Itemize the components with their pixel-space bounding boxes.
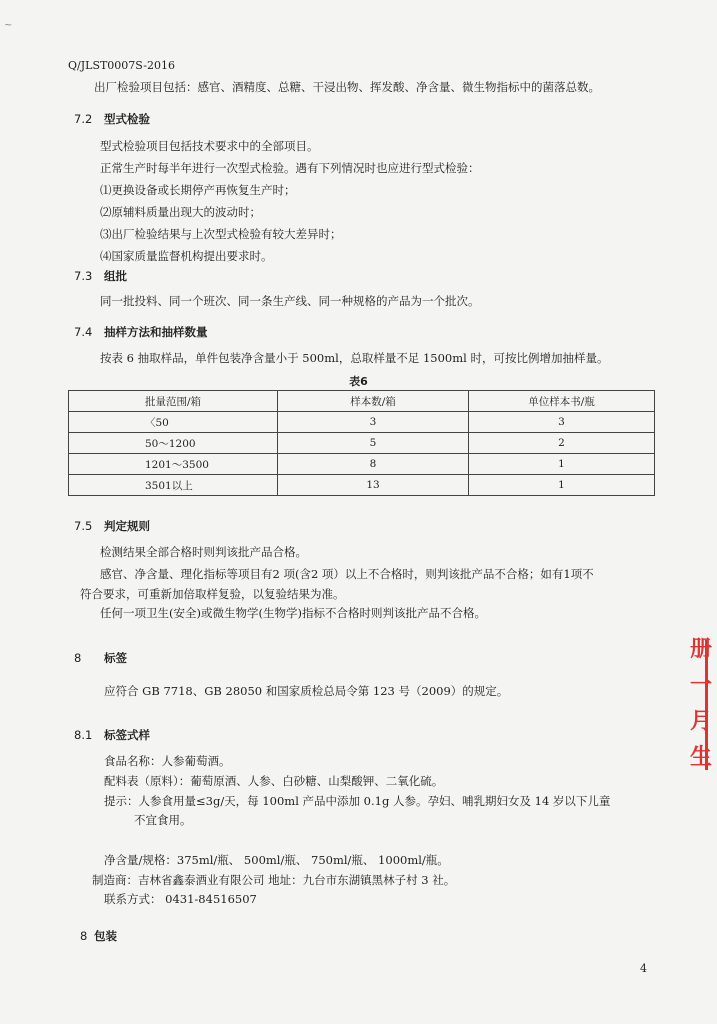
paragraph-line: 型式检验项目包括技术要求中的全部项目。 xyxy=(100,139,319,153)
section-heading-8: 8 标签 xyxy=(74,651,127,665)
label-warning-cont: 不宜食用。 xyxy=(134,813,192,827)
table-row xyxy=(69,475,655,496)
table-cell: 5 xyxy=(278,433,469,454)
table-cell: 2 xyxy=(469,433,655,454)
paragraph-line: 出厂检验项目包括：感官、酒精度、总糖、干浸出物、挥发酸、净含量、微生物指标中的菌落总数。 xyxy=(94,80,600,94)
label-contact: 联系方式： 0431-84516507 xyxy=(104,892,257,906)
table-cell: 50～1200 xyxy=(69,433,278,454)
page-number: 4 xyxy=(640,962,647,975)
sampling-table xyxy=(68,390,655,496)
table-cell: 8 xyxy=(278,454,469,475)
paragraph-line: 检测结果全部合格时则判该批产品合格。 xyxy=(100,545,307,559)
list-item: ⑴更换设备或长期停产再恢复生产时； xyxy=(100,183,296,197)
table-cell: 13 xyxy=(278,475,469,496)
label-ingredients: 配料表（原料）：葡萄原酒、人参、白砂糖、山梨酸钾、二氧化硫。 xyxy=(104,774,444,788)
section-heading-7-3: 7.3 组批 xyxy=(74,269,127,283)
table-row xyxy=(69,412,655,433)
paragraph-line: 应符合 GB 7718、GB 28050 和国家质检总局令第 123 号（2009）的规定。 xyxy=(104,684,509,698)
table-row xyxy=(69,454,655,475)
section-heading-7-4: 7.4 抽样方法和抽样数量 xyxy=(74,325,208,339)
list-item: ⑶出厂检验结果与上次型式检验有较大差异时； xyxy=(100,227,342,241)
section-heading-8-packaging: 8 包装 xyxy=(80,929,117,943)
table-row xyxy=(69,433,655,454)
table-cell: 1 xyxy=(469,454,655,475)
paragraph-line: 正常生产时每半年进行一次型式检验。遇有下列情况时也应进行型式检验： xyxy=(100,161,480,175)
table-caption: 表6 xyxy=(349,375,368,388)
stamp-char: 册 xyxy=(690,637,713,662)
stamp-char: 一 xyxy=(690,673,713,698)
seal-stamp xyxy=(690,632,714,782)
column-header: 批量范围/箱 xyxy=(69,391,278,412)
label-product-name: 食品名称：人参葡萄酒。 xyxy=(104,754,231,768)
table-cell: 3 xyxy=(278,412,469,433)
column-header: 样本数/箱 xyxy=(278,391,469,412)
section-heading-7-5: 7.5 判定规则 xyxy=(74,519,150,533)
section-heading-7-2: 7.2 型式检验 xyxy=(74,112,150,126)
table-cell: 1201～3500 xyxy=(69,454,278,475)
stamp-char: 月 xyxy=(690,709,713,734)
label-warning: 提示：人参食用量≤3g/天，每 100ml 产品中添加 0.1g 人参。孕妇、哺乳期妇女及 14 岁以下儿童 xyxy=(104,794,611,808)
paragraph-line: 按表 6 抽取样品，单件包装净含量小于 500ml，总取样量不足 1500ml 时，可按比例增加抽样量。 xyxy=(100,351,609,365)
list-item: ⑵原辅料质量出现大的波动时； xyxy=(100,205,261,219)
label-manufacturer: 制造商：吉林省鑫泰酒业有限公司 地址：九台市东湖镇黑林子村 3 社。 xyxy=(92,873,456,887)
section-heading-8-1: 8.1 标签式样 xyxy=(74,728,150,742)
corner-mark: ~ xyxy=(4,20,13,31)
paragraph-line: 任何一项卫生(安全)或微生物学(生物学)指标不合格时则判该批产品不合格。 xyxy=(100,606,486,620)
table-cell: 3501以上 xyxy=(69,475,278,496)
paragraph-line: 感官、净含量、理化指标等项目有2 项(含2 项）以上不合格时，则判该批产品不合格；如有1项不 xyxy=(100,567,594,581)
table-cell: 1 xyxy=(469,475,655,496)
table-cell: 3 xyxy=(469,412,655,433)
paragraph-line: 同一批投料、同一个班次、同一条生产线、同一种规格的产品为一个批次。 xyxy=(100,294,480,308)
table-cell: 〈50 xyxy=(69,412,278,433)
stamp-char: 生 xyxy=(690,745,713,770)
standard-code: Q/JLST0007S-2016 xyxy=(68,59,175,72)
table-header-row xyxy=(69,391,655,412)
label-net-content: 净含量/规格：375ml/瓶、 500ml/瓶、 750ml/瓶、 1000ml/瓶。 xyxy=(104,853,449,867)
column-header: 单位样本书/瓶 xyxy=(469,391,655,412)
paragraph-line: 符合要求，可重新加倍取样复验，以复验结果为准。 xyxy=(80,587,345,601)
list-item: ⑷国家质量监督机构提出要求时。 xyxy=(100,249,273,263)
